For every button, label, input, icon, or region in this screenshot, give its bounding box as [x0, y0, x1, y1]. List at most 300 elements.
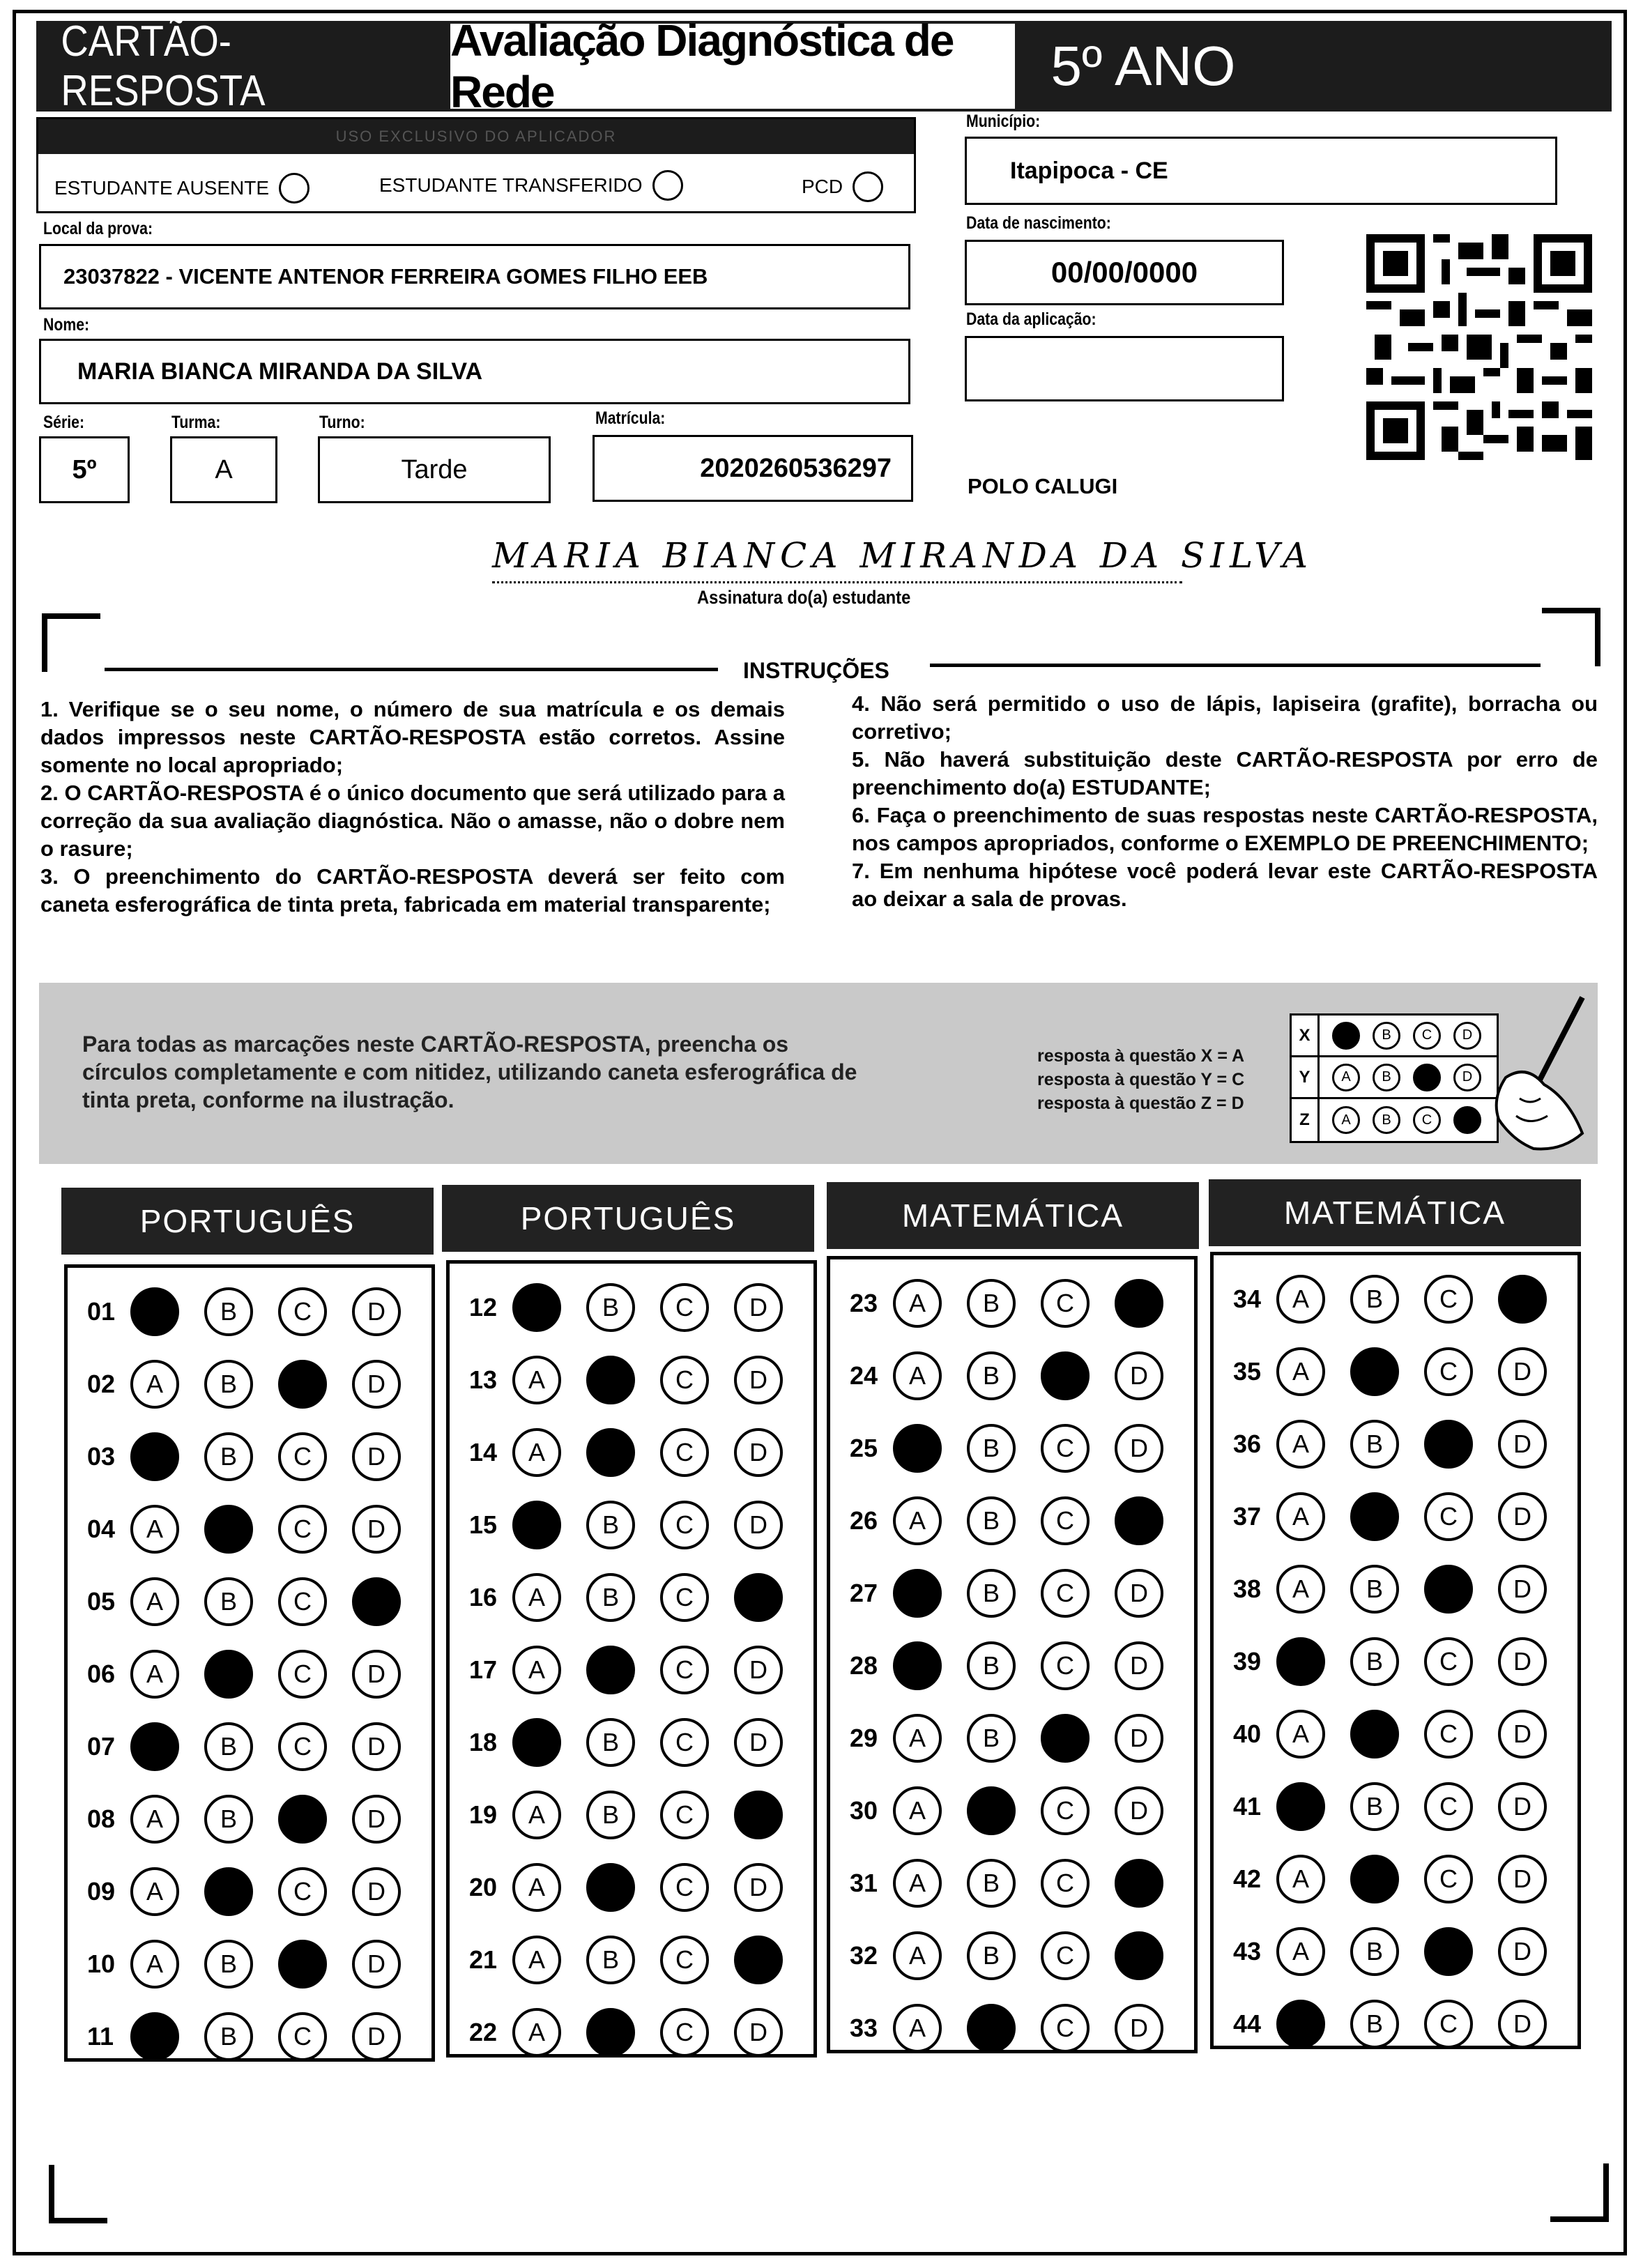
answer-bubble-b[interactable] — [204, 1650, 253, 1699]
answer-bubble-a[interactable]: A — [512, 1646, 561, 1694]
answer-bubble-c[interactable] — [1424, 1420, 1473, 1469]
instruction-4: 4. Não será permitido o uso de lápis, lapiseira (grafite), borracha ou corretivo; — [852, 691, 1598, 744]
answer-bubble-b[interactable]: B — [204, 1795, 253, 1844]
answer-bubble-a[interactable]: A — [893, 1714, 942, 1763]
example-bubble-c: C — [1413, 1106, 1441, 1134]
question-row — [87, 1650, 426, 1699]
turma-label: Turma: — [171, 413, 221, 432]
answer-bubble-b[interactable]: B — [967, 1641, 1016, 1690]
answer-bubble-d[interactable] — [734, 1936, 783, 1984]
answer-bubble-c[interactable]: C — [660, 2008, 709, 2057]
answer-bubble-a[interactable]: A — [893, 1859, 942, 1908]
answer-bubble-a[interactable] — [512, 1718, 561, 1767]
question-number: 41 — [1233, 1792, 1262, 1821]
answer-bubble-d[interactable]: D — [734, 1501, 783, 1549]
nome-value: MARIA BIANCA MIRANDA DA SILVA — [77, 358, 483, 385]
answer-bubble-a[interactable] — [893, 1569, 942, 1618]
answer-bubble-d[interactable]: D — [352, 1940, 401, 1989]
answer-bubble-c[interactable]: C — [1424, 1855, 1473, 1903]
answer-bubble-d[interactable] — [1498, 1275, 1547, 1324]
answer-bubble-c[interactable]: C — [1041, 1569, 1090, 1618]
example-bubble-d — [1453, 1106, 1481, 1134]
question-number: 10 — [87, 1949, 116, 1978]
example-question-label: Y — [1292, 1057, 1320, 1097]
question-row — [87, 1577, 426, 1626]
example-bubble-a: A — [1332, 1106, 1360, 1134]
answer-bubble-a[interactable] — [512, 1501, 561, 1549]
question-row — [1233, 1710, 1572, 1759]
answer-bubble-b[interactable]: B — [586, 1936, 635, 1984]
answer-bubble-a[interactable] — [512, 1283, 561, 1332]
answer-bubble-a[interactable]: A — [1276, 1275, 1325, 1324]
answer-bubble-b[interactable]: B — [967, 1279, 1016, 1328]
answer-bubble-c[interactable]: C — [1041, 1424, 1090, 1473]
answer-bubble-d[interactable]: D — [1115, 1641, 1163, 1690]
answer-bubble-b[interactable]: B — [204, 1940, 253, 1989]
answer-bubble-d[interactable]: D — [352, 2012, 401, 2061]
answer-bubble-c[interactable]: C — [278, 1722, 327, 1771]
question-number: 26 — [850, 1506, 878, 1535]
answer-bubble-b[interactable] — [204, 1867, 253, 1916]
corner-mark-top-left — [42, 613, 100, 672]
nascimento-value: 00/00/0000 — [1050, 256, 1198, 289]
question-number: 44 — [1233, 2009, 1262, 2038]
answer-bubble-a[interactable]: A — [512, 2008, 561, 2057]
matricula-field — [593, 435, 913, 502]
answer-bubble-b[interactable] — [1350, 1855, 1399, 1903]
answer-bubble-b[interactable]: B — [1350, 1420, 1399, 1469]
question-row — [469, 2008, 808, 2057]
answer-bubble-b[interactable]: B — [1350, 2000, 1399, 2048]
question-number: 34 — [1233, 1285, 1262, 1313]
answer-bubble-c[interactable] — [1424, 1927, 1473, 1976]
answer-bubble-b[interactable] — [586, 1863, 635, 1912]
answer-bubble-c[interactable] — [1041, 1351, 1090, 1400]
answer-bubble-c[interactable]: C — [1424, 1637, 1473, 1686]
question-row — [469, 1863, 808, 1912]
answer-bubble-a[interactable]: A — [893, 1786, 942, 1835]
question-number: 29 — [850, 1724, 878, 1752]
answer-bubble-d[interactable]: D — [734, 1646, 783, 1694]
example-bubble-d: D — [1453, 1022, 1481, 1050]
answer-bubble-a[interactable] — [1276, 2000, 1325, 2048]
example-grid — [1290, 1013, 1499, 1143]
answer-bubble-d[interactable]: D — [1498, 1347, 1547, 1396]
answer-bubble-d[interactable]: D — [352, 1287, 401, 1336]
qr-code — [1366, 234, 1592, 460]
municipio-field — [965, 137, 1557, 205]
answer-bubble-a[interactable]: A — [512, 1863, 561, 1912]
answer-bubble-b[interactable]: B — [1350, 1275, 1399, 1324]
question-number: 23 — [850, 1289, 878, 1317]
answer-bubble-a[interactable]: A — [1276, 1347, 1325, 1396]
question-row — [850, 1931, 1189, 1980]
instruction-1: 1. Verifique se o seu nome, o número de sua matrícula e os demais dados impressos neste CARTÃO-RESPOSTA estão corretos. Assine somente no local apropriado; — [40, 697, 785, 777]
answer-bubble-a[interactable]: A — [512, 1428, 561, 1477]
serie-value: 5º — [72, 454, 97, 484]
answer-bubble-c[interactable]: C — [278, 1650, 327, 1699]
pcd-option[interactable] — [802, 171, 883, 202]
question-number: 31 — [850, 1869, 878, 1897]
question-row — [1233, 1927, 1572, 1976]
answer-bubble-b[interactable] — [967, 1786, 1016, 1835]
municipio-value: Itapipoca - CE — [1010, 157, 1168, 184]
question-number: 42 — [1233, 1864, 1262, 1893]
example-row — [1292, 1057, 1497, 1099]
question-number: 40 — [1233, 1719, 1262, 1748]
answer-bubble-b[interactable]: B — [204, 1722, 253, 1771]
instructions-title: INSTRUÇÕES — [743, 658, 889, 683]
answer-bubble-d[interactable] — [352, 1577, 401, 1626]
answer-bubble-a[interactable] — [130, 1287, 179, 1336]
answer-bubble-b[interactable]: B — [204, 1360, 253, 1409]
answer-bubble-b[interactable] — [1350, 1347, 1399, 1396]
answer-bubble-c[interactable]: C — [278, 1432, 327, 1481]
answer-bubble-c[interactable]: C — [1424, 1710, 1473, 1759]
header-title: CARTÃO-RESPOSTA — [61, 17, 266, 115]
answer-bubble-d[interactable]: D — [734, 1283, 783, 1332]
pcd-circle[interactable] — [853, 171, 883, 202]
matricula-label: Matrícula: — [595, 408, 666, 428]
answer-bubble-d[interactable]: D — [1115, 1786, 1163, 1835]
question-row — [87, 1360, 426, 1409]
instruction-5: 5. Não haverá substituição deste CARTÃO-RESPOSTA por erro de preenchimento do(a) ESTUDANTE; — [852, 747, 1598, 799]
local-label: Local da prova: — [43, 219, 153, 238]
answer-bubble-c[interactable]: C — [660, 1501, 709, 1549]
legend-y: resposta à questão Y = C — [1037, 1070, 1245, 1089]
answer-bubble-d[interactable]: D — [1498, 1855, 1547, 1903]
answer-bubble-d[interactable]: D — [352, 1432, 401, 1481]
answer-bubble-d[interactable]: D — [734, 1356, 783, 1404]
answer-bubble-d[interactable]: D — [1498, 1420, 1547, 1469]
answer-bubble-d[interactable]: D — [734, 1718, 783, 1767]
section-header-3: MATEMÁTICA — [827, 1182, 1199, 1249]
municipio-label: Município: — [966, 112, 1041, 131]
answer-bubble-a[interactable] — [130, 2012, 179, 2061]
corner-mark-bottom-left — [49, 2165, 107, 2223]
example-bubble-b: B — [1373, 1064, 1400, 1091]
question-row — [469, 1573, 808, 1622]
aplicacao-field[interactable] — [965, 336, 1284, 401]
answer-bubble-b[interactable]: B — [204, 1287, 253, 1336]
question-row — [850, 1569, 1189, 1618]
answer-bubble-b[interactable]: B — [967, 1714, 1016, 1763]
answer-bubble-c[interactable]: C — [1041, 1496, 1090, 1545]
turma-field — [170, 436, 277, 503]
answer-bubble-c[interactable]: C — [1424, 1347, 1473, 1396]
answer-bubble-a[interactable]: A — [512, 1936, 561, 1984]
answer-bubble-a[interactable]: A — [893, 1931, 942, 1980]
example-question-label: X — [1292, 1016, 1320, 1055]
question-row — [1233, 1347, 1572, 1396]
answer-bubble-c[interactable] — [1424, 1565, 1473, 1614]
answer-bubble-a[interactable]: A — [130, 1940, 179, 1989]
answer-bubble-b[interactable] — [586, 1428, 635, 1477]
answer-column-2 — [446, 1260, 817, 2058]
question-row — [850, 1714, 1189, 1763]
answer-bubble-b[interactable]: B — [967, 1351, 1016, 1400]
answer-bubble-b[interactable]: B — [204, 2012, 253, 2061]
answer-bubble-c[interactable]: C — [660, 1863, 709, 1912]
answer-bubble-d[interactable]: D — [1115, 1714, 1163, 1763]
answer-bubble-c[interactable]: C — [1041, 1931, 1090, 1980]
answer-bubble-b[interactable]: B — [586, 1501, 635, 1549]
answer-column-4 — [1210, 1252, 1581, 2049]
answer-bubble-c[interactable]: C — [1424, 2000, 1473, 2048]
question-number: 36 — [1233, 1430, 1262, 1458]
question-row — [1233, 1782, 1572, 1831]
answer-bubble-d[interactable]: D — [352, 1505, 401, 1554]
answer-bubble-d[interactable]: D — [1498, 1492, 1547, 1541]
example-bubble-c: C — [1413, 1022, 1441, 1050]
answer-bubble-c[interactable]: C — [278, 1287, 327, 1336]
answer-bubble-d[interactable]: D — [1498, 1710, 1547, 1759]
question-number: 07 — [87, 1732, 116, 1761]
nome-field — [39, 339, 910, 404]
question-row — [469, 1283, 808, 1332]
answer-bubble-a[interactable]: A — [130, 1650, 179, 1699]
answer-bubble-d[interactable]: D — [734, 2008, 783, 2057]
answer-bubble-b[interactable]: B — [586, 1791, 635, 1839]
answer-bubble-b[interactable] — [204, 1505, 253, 1554]
answer-bubble-a[interactable] — [1276, 1637, 1325, 1686]
question-row — [87, 1867, 426, 1916]
answer-bubble-a[interactable] — [893, 1641, 942, 1690]
answer-bubble-b[interactable]: B — [967, 1859, 1016, 1908]
nascimento-label: Data de nascimento: — [966, 213, 1111, 233]
answer-bubble-a[interactable]: A — [1276, 1565, 1325, 1614]
answer-bubble-b[interactable]: B — [967, 1569, 1016, 1618]
answer-bubble-b[interactable]: B — [967, 1496, 1016, 1545]
question-row — [87, 2012, 426, 2061]
turma-value: A — [215, 454, 233, 484]
answer-bubble-a[interactable]: A — [512, 1573, 561, 1622]
answer-bubble-d[interactable] — [1115, 1859, 1163, 1908]
serie-label: Série: — [43, 413, 85, 432]
instructions-rule-right — [930, 664, 1541, 667]
answer-column-1 — [64, 1264, 435, 2062]
answer-bubble-d[interactable]: D — [1498, 1637, 1547, 1686]
answer-bubble-b[interactable]: B — [967, 1424, 1016, 1473]
answer-bubble-c[interactable]: C — [660, 1791, 709, 1839]
answer-bubble-c[interactable]: C — [1041, 1279, 1090, 1328]
answer-bubble-a[interactable]: A — [893, 1351, 942, 1400]
answer-bubble-d[interactable]: D — [1498, 1782, 1547, 1831]
transferred-option[interactable] — [379, 170, 683, 201]
answer-bubble-c[interactable] — [1041, 1714, 1090, 1763]
absent-label: ESTUDANTE AUSENTE — [54, 177, 270, 199]
answer-bubble-c[interactable]: C — [660, 1283, 709, 1332]
answer-bubble-d[interactable]: D — [1115, 1424, 1163, 1473]
question-row — [87, 1287, 426, 1336]
answer-bubble-b[interactable] — [1350, 1492, 1399, 1541]
answer-bubble-a[interactable] — [893, 1424, 942, 1473]
answer-bubble-b[interactable]: B — [586, 1718, 635, 1767]
absent-option[interactable] — [54, 173, 310, 204]
answer-bubble-a[interactable] — [1276, 1782, 1325, 1831]
answer-bubble-a[interactable]: A — [1276, 1855, 1325, 1903]
matricula-value: 2020260536297 — [700, 453, 892, 483]
question-row — [469, 1646, 808, 1694]
answer-bubble-d[interactable]: D — [1498, 1565, 1547, 1614]
answer-bubble-c[interactable]: C — [1424, 1275, 1473, 1324]
answer-bubble-c[interactable]: C — [1041, 2004, 1090, 2053]
example-row — [1292, 1016, 1497, 1057]
answer-bubble-d[interactable] — [1115, 1279, 1163, 1328]
question-row — [469, 1791, 808, 1839]
question-number: 05 — [87, 1587, 116, 1616]
answer-bubble-a[interactable] — [130, 1432, 179, 1481]
example-bubble-b: B — [1373, 1022, 1400, 1050]
example-bubble-b: B — [1373, 1106, 1400, 1134]
answer-bubble-d[interactable]: D — [734, 1428, 783, 1477]
answer-bubble-d[interactable]: D — [352, 1650, 401, 1699]
answer-bubble-d[interactable]: D — [1115, 2004, 1163, 2053]
answer-bubble-a[interactable]: A — [512, 1356, 561, 1404]
answer-bubble-c[interactable]: C — [660, 1356, 709, 1404]
answer-bubble-d[interactable] — [1115, 1931, 1163, 1980]
answer-bubble-c[interactable]: C — [1041, 1859, 1090, 1908]
answer-bubble-c[interactable]: C — [660, 1718, 709, 1767]
answer-bubble-c[interactable]: C — [278, 1505, 327, 1554]
turno-label: Turno: — [319, 413, 365, 432]
section-header-4: MATEMÁTICA — [1209, 1179, 1581, 1246]
answer-bubble-c[interactable]: C — [660, 1428, 709, 1477]
answer-bubble-c[interactable]: C — [1041, 1786, 1090, 1835]
transferred-label: ESTUDANTE TRANSFERIDO — [379, 174, 643, 196]
answer-bubble-a[interactable]: A — [1276, 1420, 1325, 1469]
question-number: 14 — [469, 1438, 498, 1466]
answer-bubble-d[interactable] — [734, 1791, 783, 1839]
aplicacao-label: Data da aplicação: — [966, 309, 1096, 329]
answer-bubble-d[interactable]: D — [1498, 2000, 1547, 2048]
question-number: 15 — [469, 1510, 498, 1539]
question-row — [1233, 1565, 1572, 1614]
answer-bubble-b[interactable]: B — [1350, 1927, 1399, 1976]
answer-bubble-a[interactable] — [130, 1722, 179, 1771]
answer-bubble-b[interactable] — [586, 1646, 635, 1694]
answer-bubble-c[interactable]: C — [278, 2012, 327, 2061]
answer-bubble-a[interactable]: A — [893, 1279, 942, 1328]
absent-circle[interactable] — [279, 173, 310, 204]
answer-bubble-b[interactable]: B — [1350, 1565, 1399, 1614]
answer-bubble-d[interactable]: D — [352, 1795, 401, 1844]
question-row — [87, 1505, 426, 1554]
answer-bubble-b[interactable]: B — [967, 1931, 1016, 1980]
transferred-circle[interactable] — [652, 170, 683, 201]
answer-bubble-a[interactable]: A — [893, 2004, 942, 2053]
answer-bubble-a[interactable]: A — [512, 1791, 561, 1839]
question-number: 12 — [469, 1293, 498, 1321]
answer-bubble-d[interactable]: D — [1115, 1569, 1163, 1618]
answer-bubble-d[interactable] — [1115, 1496, 1163, 1545]
question-row — [469, 1718, 808, 1767]
answer-bubble-d[interactable]: D — [352, 1360, 401, 1409]
answer-bubble-a[interactable]: A — [1276, 1927, 1325, 1976]
section-header-1: PORTUGUÊS — [61, 1188, 434, 1255]
answer-bubble-c[interactable] — [278, 1360, 327, 1409]
question-row — [1233, 2000, 1572, 2048]
question-row — [1233, 1637, 1572, 1686]
answer-bubble-d[interactable]: D — [1115, 1351, 1163, 1400]
question-row — [850, 1496, 1189, 1545]
question-number: 08 — [87, 1805, 116, 1833]
question-row — [850, 2004, 1189, 2053]
question-row — [850, 1279, 1189, 1328]
instructions-left — [40, 696, 785, 919]
answer-bubble-a[interactable]: A — [130, 1505, 179, 1554]
answer-bubble-c[interactable]: C — [660, 1936, 709, 1984]
grade-title: 5º ANO — [1050, 35, 1236, 97]
answer-bubble-d[interactable] — [734, 1573, 783, 1622]
example-bubble-a: A — [1332, 1064, 1360, 1091]
question-row — [850, 1641, 1189, 1690]
instruction-3: 3. O preenchimento do CARTÃO-RESPOSTA deverá ser feito com caneta esferográfica de tinta preta, fabricada em material transparente; — [40, 864, 785, 917]
answer-bubble-b[interactable]: B — [1350, 1782, 1399, 1831]
local-value: 23037822 - VICENTE ANTENOR FERREIRA GOMES FILHO EEB — [63, 264, 708, 289]
answer-bubble-d[interactable]: D — [352, 1722, 401, 1771]
answer-bubble-a[interactable]: A — [893, 1496, 942, 1545]
instructions-right — [852, 690, 1598, 913]
question-number: 13 — [469, 1365, 498, 1394]
question-number: 16 — [469, 1583, 498, 1611]
answer-bubble-b[interactable] — [586, 1356, 635, 1404]
answer-bubble-c[interactable]: C — [660, 1573, 709, 1622]
answer-bubble-c[interactable]: C — [278, 1577, 327, 1626]
question-number: 43 — [1233, 1937, 1262, 1966]
answer-bubble-c[interactable]: C — [1424, 1782, 1473, 1831]
instruction-2: 2. O CARTÃO-RESPOSTA é o único documento que será utilizado para a correção da sua avaliação diagnóstica. Não o amasse, não o dobre nem o rasure; — [40, 781, 785, 861]
example-bubble-a — [1332, 1022, 1360, 1050]
answer-bubble-a[interactable]: A — [1276, 1710, 1325, 1759]
answer-bubble-a[interactable]: A — [130, 1867, 179, 1916]
answer-bubble-a[interactable]: A — [1276, 1492, 1325, 1541]
question-number: 27 — [850, 1579, 878, 1607]
question-row — [87, 1432, 426, 1481]
answer-bubble-b[interactable] — [586, 2008, 635, 2057]
question-number: 01 — [87, 1297, 116, 1326]
question-number: 33 — [850, 2014, 878, 2042]
answer-bubble-b[interactable]: B — [586, 1573, 635, 1622]
answer-bubble-c[interactable]: C — [1424, 1492, 1473, 1541]
answer-bubble-d[interactable]: D — [1498, 1927, 1547, 1976]
answer-bubble-b[interactable]: B — [204, 1577, 253, 1626]
example-row — [1292, 1099, 1497, 1141]
answer-bubble-c[interactable]: C — [1041, 1641, 1090, 1690]
nascimento-field — [965, 240, 1284, 305]
answer-bubble-c[interactable] — [278, 1795, 327, 1844]
answer-bubble-d[interactable]: D — [734, 1863, 783, 1912]
answer-bubble-a[interactable]: A — [130, 1360, 179, 1409]
legend-x: resposta à questão X = A — [1037, 1046, 1245, 1066]
answer-bubble-b[interactable] — [967, 2004, 1016, 2053]
answer-bubble-b[interactable] — [1350, 1710, 1399, 1759]
question-row — [1233, 1420, 1572, 1469]
answer-bubble-a[interactable]: A — [130, 1795, 179, 1844]
pcd-label: PCD — [802, 176, 843, 197]
question-row — [87, 1795, 426, 1844]
answer-bubble-b[interactable]: B — [204, 1432, 253, 1481]
answer-bubble-a[interactable]: A — [130, 1577, 179, 1626]
answer-bubble-c[interactable]: C — [660, 1646, 709, 1694]
answer-bubble-c[interactable] — [278, 1940, 327, 1989]
answer-bubble-b[interactable]: B — [1350, 1637, 1399, 1686]
question-number: 28 — [850, 1651, 878, 1680]
question-number: 35 — [1233, 1357, 1262, 1386]
answer-bubble-c[interactable]: C — [278, 1867, 327, 1916]
answer-bubble-b[interactable]: B — [586, 1283, 635, 1332]
answer-bubble-d[interactable]: D — [352, 1867, 401, 1916]
